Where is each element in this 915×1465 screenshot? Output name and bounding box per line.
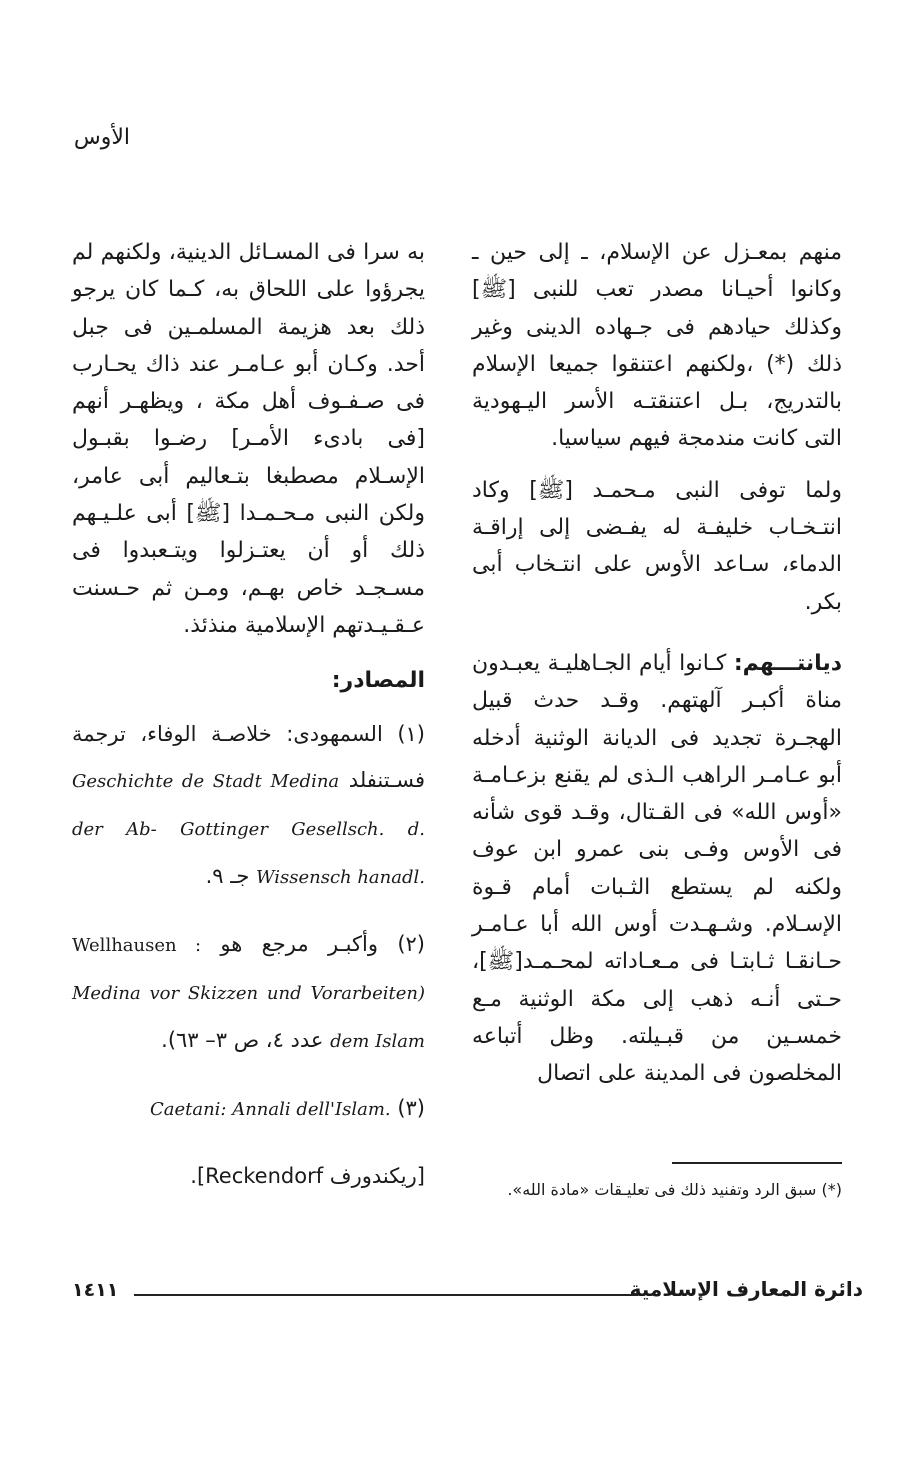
source-text: (٣): [397, 1096, 425, 1121]
paragraph-text: كـانوا أيام الجـاهليـة يعبـدون مناة أكبـر آلهتهم. وقـد حدث قبيل الهجـرة تجديد فى الديانة الوثنية أدخله أبو عـامـر الراهب الـذى لم يقنع بزعـامـة «أوس الله» فى القـتال، وقـد قوى شأنه فى الأوس وفـى بنى عمرو ابن عوف ولكنه لم يستطع الثـبات أمام قـوة الإسـلام. وشـهـدت أوس الله أبا عـامـر حـانقـا ثـابتـا فى مـعـاداته لمحـمـد[ﷺ]، حـتى أنـه ذهب إلى مكة الوثنية مـع خمسـين من قبـيلته. وظل أتباعه المخلصون فى المدينة على اتصال: [472, 650, 842, 1087]
source-text: [ريكندورف Reckendorf].: [190, 1164, 425, 1189]
paragraph: [472, 645, 842, 1093]
right-column: [472, 234, 842, 1093]
source-entry: [72, 1153, 425, 1199]
source-latin: Wellhausen :: [72, 935, 202, 957]
footnote-divider: [672, 1162, 842, 1164]
paragraph: ولما توفى النبى مـحمـد [ﷺ] وكاد انتـخـاب خليفـة له يفـضى إلى إراقـة الدماء، سـاعد الأوس على انتـخاب أبى بكر.: [472, 477, 842, 615]
source-text: (١) السمهودى: خلاصـة الوفاء، ترجمة فسـتنفلد: [72, 722, 425, 793]
section-heading: ديانتـــهم:: [733, 650, 842, 676]
source-text: عدد ٤، ص ٣– ٦٣).: [161, 1028, 331, 1053]
source-latin: Medina vor Skizzen und Vorarbeiten) dem Islam: [72, 983, 425, 1053]
source-text: (٢) وأكبـر مرجع هو: [220, 932, 425, 957]
source-entry: [72, 711, 425, 901]
page-footer: [72, 1277, 863, 1307]
source-latin: Caetani: Annali dell'Islam.: [149, 1099, 391, 1121]
footer-title: دائرة المعارف الإسلامية: [629, 1277, 863, 1301]
source-entry: [72, 1085, 425, 1133]
source-entry: [72, 921, 425, 1065]
left-column: [72, 234, 425, 1219]
sources-heading: المصادر:: [331, 668, 425, 694]
footer-rule: [134, 1294, 638, 1296]
paragraph: به سرا فى المسـائل الدينية، ولكنهم لم يجرؤوا على اللحاق به، كـما كان يرجو ذلك بعد هزيمة المسلمـين فى جبل أحد. وكـان أبو عـامـر عند ذاك يحـارب فى صـفـوف أهل مكة ، ويظهـر أنهم [فى بادىء الأمـر] رضـوا بقبـول الإسـلام مصطبغا بتـعاليم أبى عامر، ولكن النبى مـحـمـدا [ﷺ] أبى علـيـهم ذلك أو أن يعتـزلوا ويتـعبدوا فى مسـجـد خاص بهـم، ومـن ثم حـسنت عـقـيـدتهم الإسلامية منذئذ.: [72, 240, 425, 638]
page-title: الأوس: [73, 125, 130, 150]
page-number: ١٤١١: [72, 1279, 119, 1301]
source-text: جـ ٩.: [205, 864, 257, 889]
source-latin: Geschichte de Stadt Medina der Ab- Gottinger Gesellsch. d. Wissensch hanadl.: [72, 771, 425, 889]
footnote: (*) سبق الرد وتفنيد ذلك فى تعليـقات «مادة الله».: [507, 1180, 842, 1199]
paragraph: منهم بمعـزل عن الإسلام، ـ إلى حين ـ وكانوا أحيـانا مصدر تعب للنبى [ﷺ] وكذلك حيادهم فى جـهاده الدينى وغير ذلك (*) ،ولكنهم اعتنقوا جميعا الإسلام بالتدريج، بـل اعتنقتـه الأسر اليـهودية التى كانت مندمجة فيهم سياسيا.: [472, 240, 842, 452]
